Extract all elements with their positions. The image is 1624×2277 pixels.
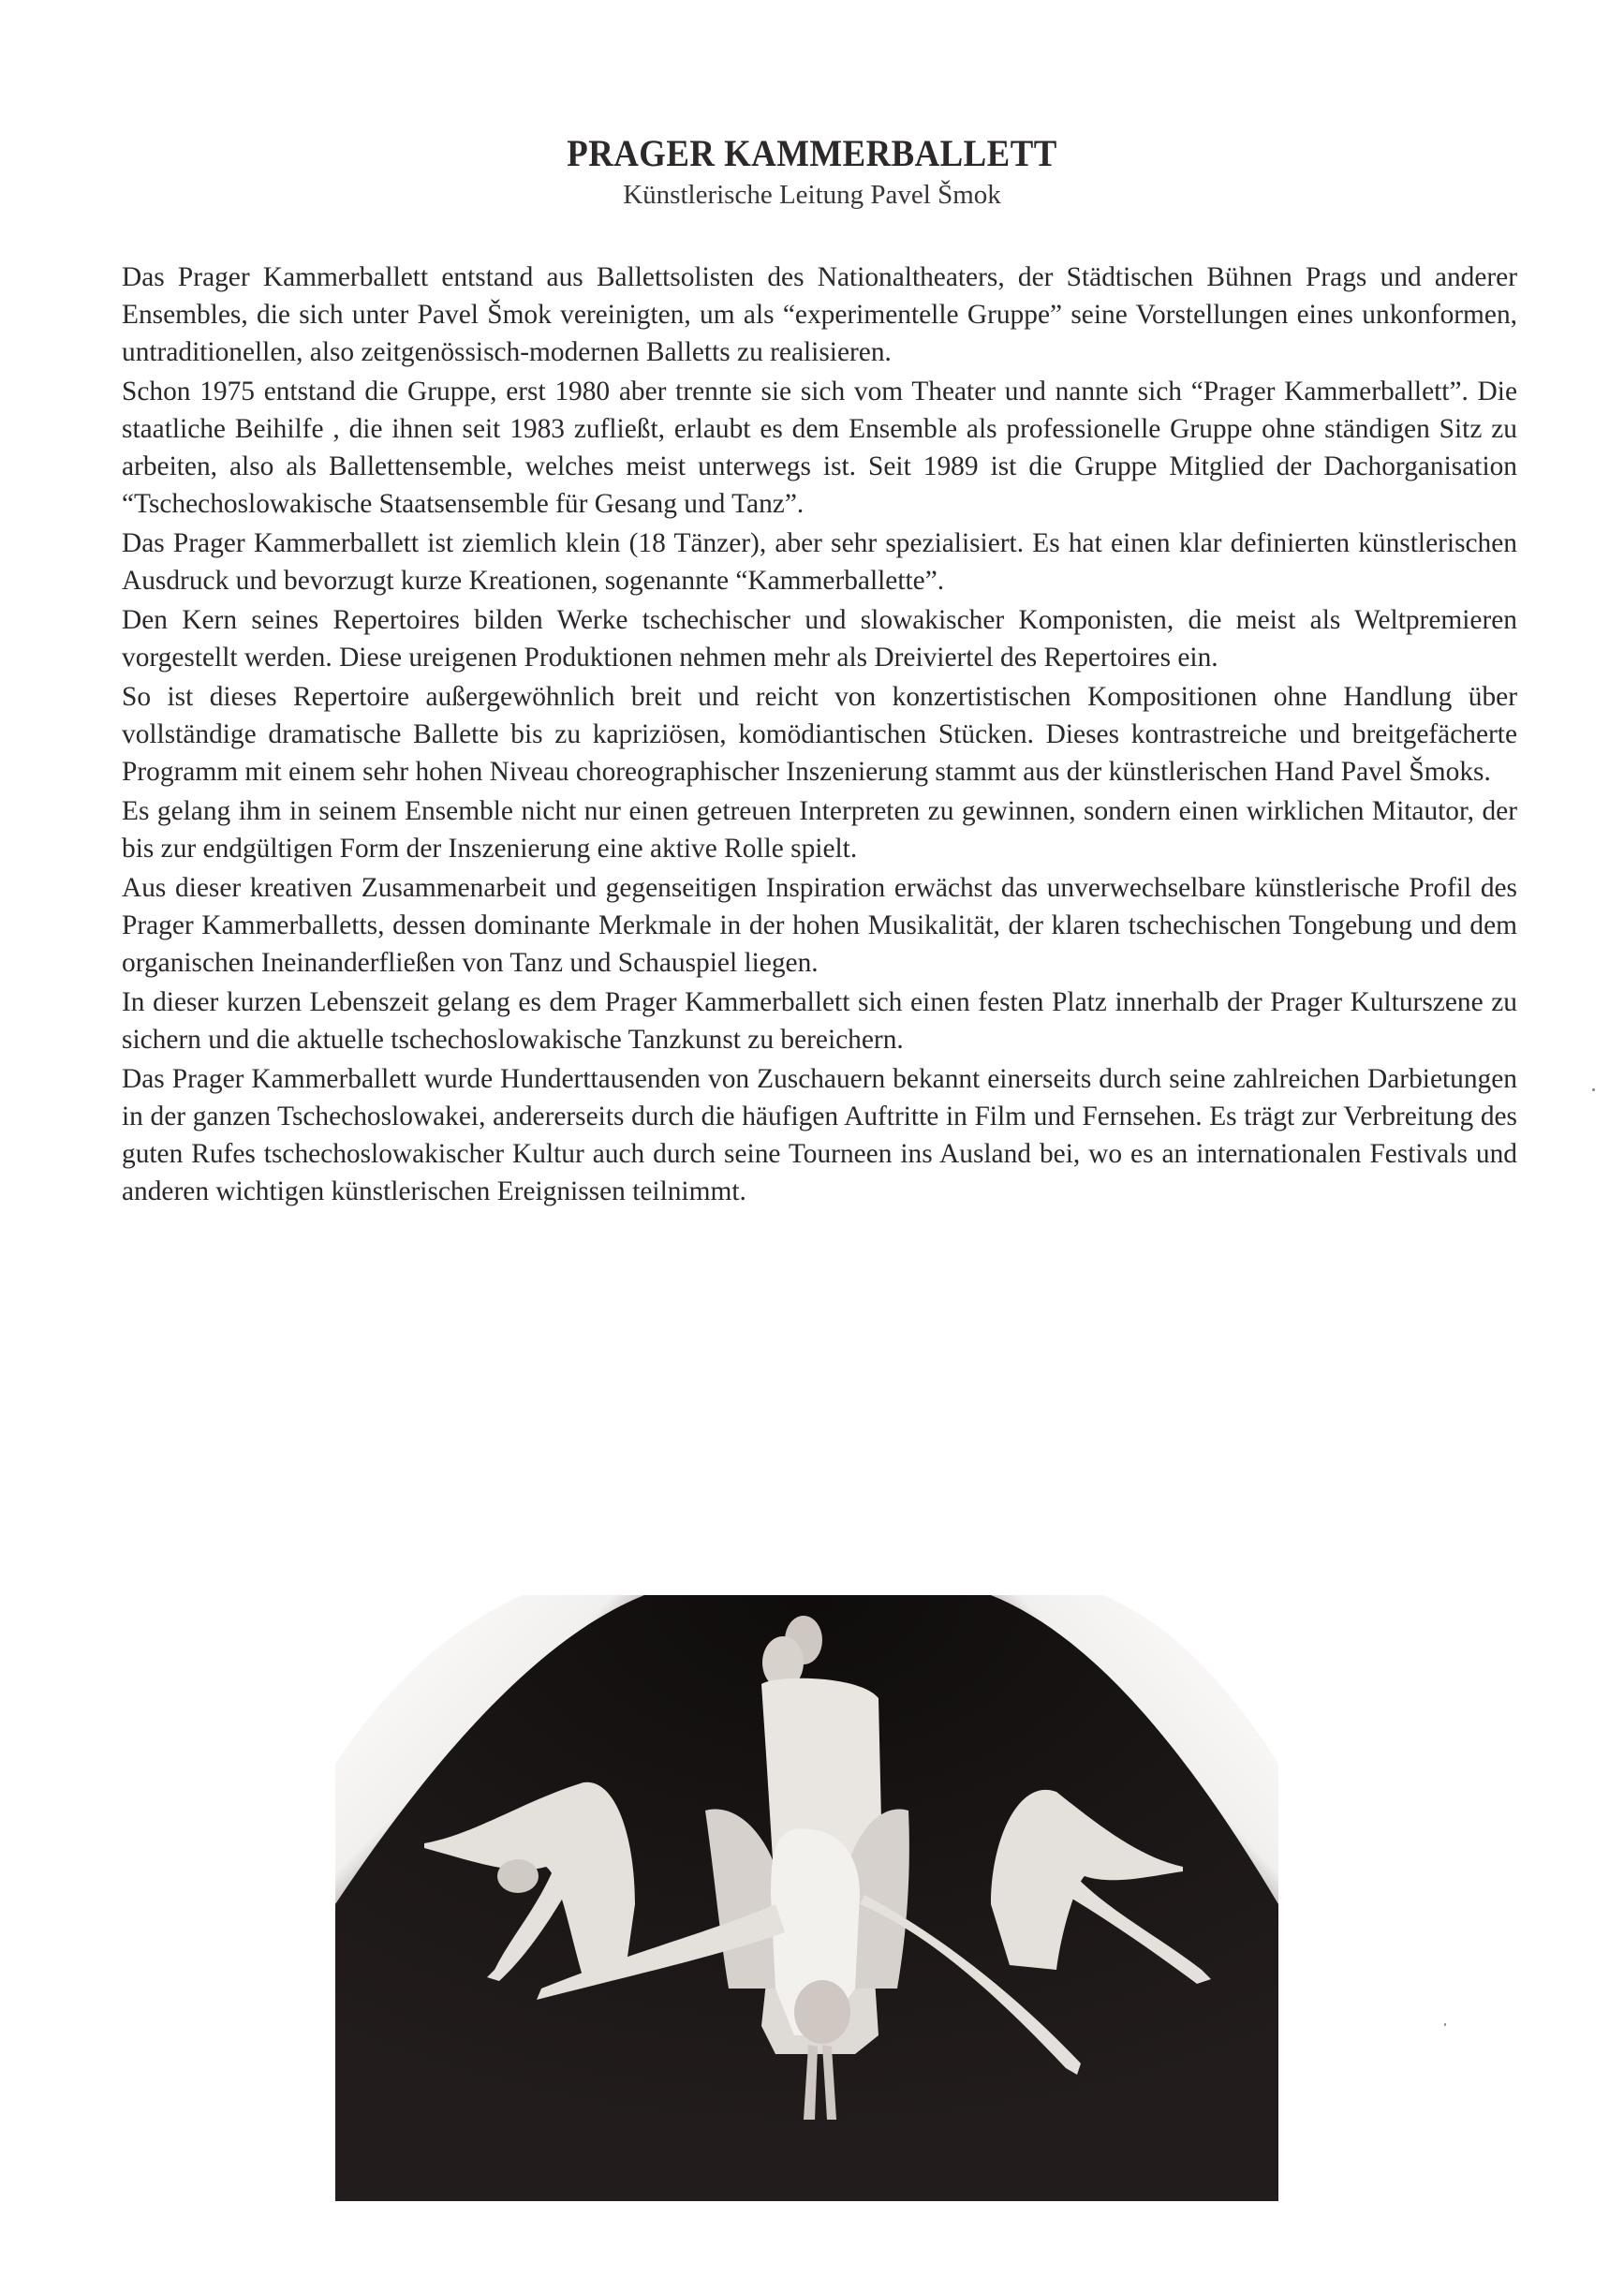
photo-illustration: [335, 1595, 1278, 2201]
page-subtitle: Künstlerische Leitung Pavel Šmok: [623, 180, 1001, 210]
paragraph: Es gelang ihm in seinem Ensemble nicht nur einen getreuen Interpreten zu gewinnen, sondern einen wirklichen Mitautor, der bis zur endgültigen Form der Inszenierung eine aktive Rolle spielt.: [122, 796, 1517, 864]
print-speck: [1592, 1088, 1595, 1091]
dance-ensemble-photo: [335, 1595, 1278, 2201]
paragraph: Das Prager Kammerballett wurde Hunderttausenden von Zuschauern bekannt einerseits durch seine zahlreichen Darbietungen in der ganzen Tschechoslowakei, andererseits durch die häufigen Auftritte in Film und Fernsehen. Es trägt zur Verbreitung des guten Rufes tschechoslowakischer Kultur auch durch seine Tourneen ins Ausland bei, wo es an internationalen Festivals und anderen wichtigen künstlerischen Ereignissen teilnimmt.: [122, 1064, 1517, 1206]
paragraph: Das Prager Kammerballett ist ziemlich klein (18 Tänzer), aber sehr spezialisiert. Es hat einen klar definierten künstlerischen Ausdruck und bevorzugt kurze Kreationen, sogenannte “Kammerballette”.: [122, 528, 1517, 596]
paragraph: In dieser kurzen Lebenszeit gelang es dem Prager Kammerballett sich einen festen Platz innerhalb der Prager Kulturszene zu sichern und die aktuelle tschechoslowakische Tanzkunst zu bereichern.: [122, 987, 1517, 1055]
paragraph: Aus dieser kreativen Zusammenarbeit und gegenseitigen Inspiration erwächst das unverwechselbare künstlerische Profil des Prager Kammerballetts, dessen dominante Merkmale in der hohen Musikalität, der klaren tschechischen Tongebung und dem organischen Ineinanderfließen von Tanz und Schauspiel liegen.: [122, 873, 1517, 978]
print-speck: [1444, 2023, 1446, 2026]
paragraph: Das Prager Kammerballett entstand aus Ballettsolisten des Nationaltheaters, der Städtischen Bühnen Prags und anderer Ensembles, die sich unter Pavel Šmok vereinigten, um als “experimentelle Gruppe” seine Vorstellungen eines unkonformen, untraditionellen, also zeitgenössisch-modernen Balletts zu realisieren.: [122, 262, 1517, 367]
paragraph: So ist dieses Repertoire außergewöhnlich breit und reicht von konzertistischen Kompositionen ohne Handlung über vollständige dramatische Ballette bis zu kapriziösen, komödiantischen Stücken. Dieses kontrastreiche und breitgefächerte Programm mit einem sehr hohen Niveau choreographischer Inszenierung stammt aus der künstlerischen Hand Pavel Šmoks.: [122, 682, 1517, 787]
page-title: PRAGER KAMMERBALLETT: [567, 131, 1057, 174]
paragraph: Den Kern seines Repertoires bilden Werke tschechischer und slowakischer Komponisten, die meist als Weltpremieren vorgestellt werden. Diese ureigenen Produktionen nehmen mehr als Dreiviertel des Repertoires ein.: [122, 605, 1517, 673]
paragraph: Schon 1975 entstand die Gruppe, erst 1980 aber trennte sie sich vom Theater und nannte sich “Prager Kammerballett”. Die staatliche Beihilfe , die ihnen seit 1983 zufließt, erlaubt es dem Ensemble als professionelle Gruppe ohne ständigen Sitz zu arbeiten, also als Ballettensemble, welches meist unterwegs ist. Seit 1989 ist die Gruppe Mitglied der Dachorganisation “Tschechoslowakische Staatsensemble für Gesang und Tanz”.: [122, 377, 1517, 519]
body-text: [122, 259, 1517, 1212]
